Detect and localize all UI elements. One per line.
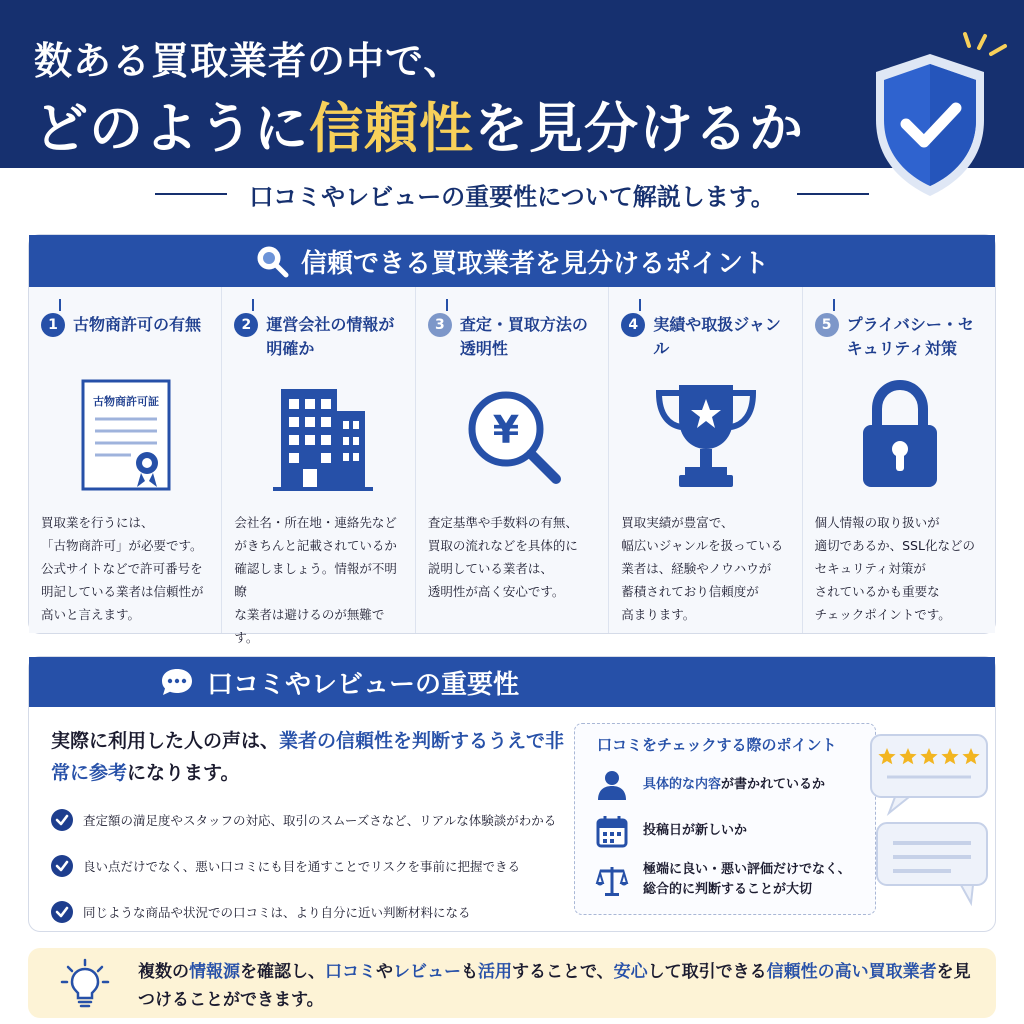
title-highlight: 信頼性	[309, 97, 474, 160]
point-title: 査定・買取方法の透明性	[459, 315, 588, 358]
point-heading	[815, 313, 985, 369]
check-item	[51, 889, 581, 935]
check-point-item	[595, 768, 825, 802]
point-card-3	[416, 287, 609, 633]
point-title: 実績や取扱ジャンル	[653, 315, 781, 358]
summary-footer	[28, 948, 996, 1018]
check-item	[51, 797, 581, 843]
points-section	[28, 234, 996, 645]
title-line-2	[34, 86, 804, 163]
point-heading	[621, 313, 791, 369]
summary-highlight: 情報源	[189, 962, 240, 982]
check-point-text: 投稿日が新しいか	[643, 823, 748, 838]
point-title: プライバシー・セキュリティ対策	[846, 315, 974, 358]
reviews-section	[28, 656, 996, 932]
title-line-1: 数ある買取業者の中で、	[34, 39, 463, 83]
tick-mark	[59, 299, 61, 311]
point-number: 1	[41, 313, 65, 337]
point-text-line: 確認しましょう。情報が不明瞭	[234, 561, 397, 599]
point-text-line: 「古物商許可」が必要です。	[41, 538, 203, 553]
point-number: 3	[428, 313, 452, 337]
check-text: 査定額の満足度やスタッフの対応、取引のスムーズさなど、リアルな体験談がわかる	[83, 813, 557, 828]
point-description	[41, 511, 211, 626]
certificate-icon	[61, 375, 191, 495]
check-point-item	[595, 814, 747, 848]
point-card-2	[222, 287, 415, 645]
yen-symbol: ¥	[492, 408, 520, 452]
summary-text-part: を確認し、	[240, 962, 325, 982]
summary-text	[138, 958, 978, 1014]
trophy-icon	[641, 375, 771, 495]
points-columns	[29, 287, 995, 645]
point-text-line: 買取の流れなどを具体的に	[427, 538, 578, 553]
check-points-title: 口コミをチェックする際のポイント	[597, 736, 837, 754]
check-circle-icon	[51, 809, 73, 831]
building-icon	[255, 375, 385, 495]
point-number: 2	[234, 313, 258, 337]
summary-text-part: を見つけることができます。	[138, 962, 971, 1010]
point-text-line: 適切であるか、SSL化などの	[814, 538, 975, 553]
point-number: 5	[815, 313, 839, 337]
lead-text-end: になります。	[127, 762, 240, 784]
subtitle-divider-left	[155, 193, 227, 195]
lead-text: 実際に利用した人の声は、	[51, 730, 280, 752]
point-text-line: 高まります。	[621, 607, 696, 622]
point-text-line: 幅広いジャンルを扱っている	[621, 538, 784, 553]
point-text-line: 会社名・所在地・連絡先など	[234, 515, 397, 530]
point-description	[621, 511, 791, 626]
point-text-line: 高いと言えます。	[41, 607, 141, 622]
point-title: 古物商許可の有無	[73, 315, 202, 334]
point-text-line: されているかも重要な	[814, 584, 940, 599]
lock-icon	[835, 375, 965, 495]
yen-search-icon	[448, 375, 578, 495]
point-text-line: な業者は避けるのが無難です。	[234, 607, 385, 645]
review-stars-bubble-icon	[865, 727, 995, 907]
points-section-title: 信頼できる買取業者を見分けるポイント	[300, 248, 769, 279]
reviews-lead	[51, 725, 571, 789]
point-text-line: 透明性が高く安心です。	[427, 584, 565, 599]
check-point-rest: が書かれているか	[721, 777, 826, 792]
summary-highlight: 活用	[478, 962, 512, 982]
point-text-line: セキュリティ対策が	[814, 561, 926, 576]
check-text: 良い点だけでなく、悪い口コミにも目を通すことでリスクを事前に把握できる	[83, 859, 521, 874]
point-text-line: がきちんと記載されているか	[234, 538, 397, 553]
point-text-line: 公式サイトなどで許可番号を	[41, 561, 203, 576]
check-point-text: 極端に良い・悪い評価だけでなく、総合的に判断することが大切	[643, 862, 851, 897]
title-line-2-post: を見分けるか	[474, 97, 804, 160]
summary-text-part: することで、	[512, 962, 614, 982]
point-text-line: 蓄積されており信頼度が	[621, 584, 759, 599]
point-title: 運営会社の情報が明確か	[266, 315, 395, 358]
summary-highlight: 安心	[613, 962, 648, 982]
check-point-highlight: 具体的な内容	[643, 777, 722, 792]
tick-mark	[639, 299, 641, 311]
person-icon	[595, 768, 629, 802]
point-description	[234, 511, 404, 649]
point-text-line: 個人情報の取り扱いが	[814, 515, 940, 530]
point-text-line: 業者は、経験やノウハウが	[621, 561, 772, 576]
check-points-box	[574, 723, 876, 915]
check-item	[51, 843, 581, 889]
point-text-line: 買取実績が豊富で、	[621, 515, 734, 530]
tick-mark	[252, 299, 254, 311]
certificate-label: 古物商許可証	[93, 395, 160, 408]
point-text-line: 明記している業者は信頼性が	[41, 584, 204, 599]
tick-mark	[446, 299, 448, 311]
point-text-line: 買取業を行うには、	[41, 515, 154, 530]
point-number: 4	[621, 313, 645, 337]
point-description	[428, 511, 598, 603]
summary-text-part: や	[376, 962, 393, 982]
point-card-5	[803, 287, 995, 633]
scales-icon	[595, 863, 629, 897]
point-text-line: 査定基準や手数料の有無、	[427, 515, 578, 530]
lead-highlight: 業者の信頼性を判断するうえで非常に参考	[51, 730, 565, 784]
lightbulb-icon	[60, 958, 110, 1010]
reviews-section-header	[29, 657, 995, 707]
check-text: 同じような商品や状況での口コミは、より自分に近い判断材料になる	[83, 905, 471, 920]
point-heading	[41, 313, 211, 369]
summary-text-part: も	[461, 962, 478, 982]
magnifier-icon	[255, 244, 289, 278]
points-section-header	[29, 235, 995, 287]
calendar-icon	[595, 814, 629, 848]
title-line-2-pre: どのように	[34, 97, 309, 160]
summary-highlight: レビュー	[393, 962, 461, 982]
point-text-line: 説明している業者は、	[427, 561, 553, 576]
summary-text-part: して取引できる	[647, 962, 767, 982]
reviews-section-title: 口コミやレビューの重要性	[207, 669, 520, 700]
chat-bubble-icon	[159, 666, 195, 698]
summary-text-part: 複数の	[138, 962, 189, 982]
point-heading	[428, 313, 598, 369]
summary-highlight: 口コミ	[325, 962, 376, 982]
check-circle-icon	[51, 901, 73, 923]
tick-mark	[833, 299, 835, 311]
point-heading	[234, 313, 404, 369]
summary-highlight: 信頼性の高い買取業者	[766, 962, 937, 982]
point-card-4	[609, 287, 802, 633]
check-point-text	[643, 775, 825, 795]
check-circle-icon	[51, 855, 73, 877]
check-list	[51, 797, 581, 935]
point-card-1	[29, 287, 222, 633]
subtitle-divider-right	[797, 193, 869, 195]
subtitle-row	[0, 174, 1024, 214]
check-point-item	[595, 860, 853, 900]
subtitle: 口コミやレビューの重要性について解説します。	[249, 182, 775, 211]
point-text-line: チェックポイントです。	[814, 607, 951, 622]
point-description	[815, 511, 985, 626]
